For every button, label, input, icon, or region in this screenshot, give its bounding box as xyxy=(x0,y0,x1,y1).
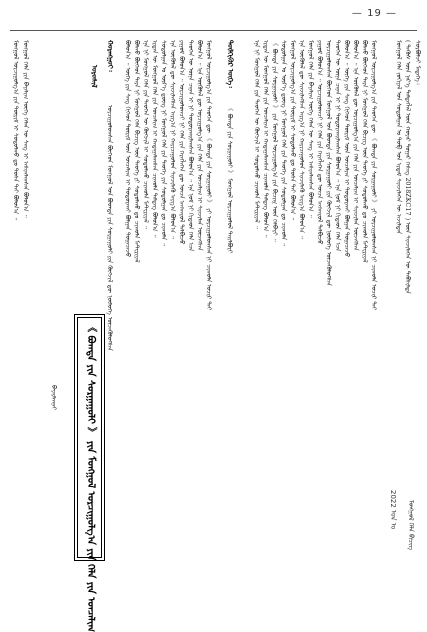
footer-journal: ᠮᠣᠩᠭᠣᠯ ᠬᠡᠯᠡ ᠪᠢᠴᠢᠭ xyxy=(407,500,415,551)
header-rule xyxy=(10,30,417,31)
left-line: ᠮᠣᠩᠭᠣᠯ ᠣᠷᠴᠢᠭᠤᠯᠭ᠎ᠠ ᠶᠢᠨ ᠳᠦᠷᠢᠮ ᠢ ᠰᠤᠳᠤᠯᠬᠤ ᠳᠤ ᠲᠤᠰᠠ ᠲᠠᠢ ᠪᠣᠯᠤᠨ᠎ᠠ ᠃ xyxy=(12,40,20,221)
body-line: ᠪᠣᠯᠬᠤ ᠪᠥᠭᠡᠳ ᠲᠡᠷᠡ ᠨᠢ ᠮᠣᠩᠭᠣᠯ ᠬᠡᠯᠡ ᠪᠢᠴᠢᠭ ᠦᠨ ᠲᠡᠦᠬᠡ ᠶᠢ ᠰᠤᠳᠤᠯᠬᠤ ᠳᠤ ᠴᠢᠬᠤᠯᠠ ᠮᠠᠲᠧᠷᠢᠶᠠᠯ xyxy=(361,40,369,263)
abstract-line: ᠪᠣᠯᠤᠨ᠎ᠠ ᠃ ᠦᠭᠡ ᠶᠢᠨ ᠰᠠᠩ ᠬᠢᠬᠡᠳ ᠳᠦᠷᠢᠮ ᠦᠨ ᠣᠨᠴᠠᠯᠢᠭ ᠢ ᠲᠣᠳᠣᠷᠬᠠᠢ ᠪᠣᠯᠭᠠᠨ ᠲᠣᠭᠠᠴᠠᠵᠤ xyxy=(124,40,132,258)
abstract-title-line: ᠣᠷᠴᠢᠭᠤᠯᠤᠭᠰᠠᠨ ᠪᠥᠭᠡᠳ ᠮᠣᠩᠭᠣᠯ ᠤᠨ ᠪᠤᠳᠳ᠋ᠠ ᠶᠢᠨ ᠰᠤᠷᠭᠠᠭᠤᠯᠢ ᠶᠢᠨ ᠬᠥᠭᠵᠢᠯ ᠳᠦ ᠨᠥᠯᠦᠭᠡ ᠦᠵᠡᠭᠦᠯᠦᠭᠰᠡᠨ xyxy=(106,105,114,351)
body-line: ᠮᠣᠩᠭᠣᠯ ᠬᠡᠯᠡ ᠶᠢᠨ ᠪᠠᠶᠠᠯᠢᠭ ᠦᠭᠡ ᠬᠡᠯᠡᠨ ᠦ ᠰᠠᠩ ᠢ ᠠᠰᠢᠭᠯᠠᠭᠰᠠᠨ ᠪᠣᠯᠤᠨ᠎ᠠ ᠃ xyxy=(307,40,315,218)
abstract-line: ᠪᠣᠯᠬᠤ ᠪᠥᠭᠡᠳ ᠲᠡᠷᠡ ᠨᠢ ᠮᠣᠩᠭᠣᠯ ᠬᠡᠯᠡ ᠪᠢᠴᠢᠭ ᠦᠨ ᠲᠡᠦᠬᠡ ᠶᠢ ᠰᠤᠳᠤᠯᠬᠤ ᠳᠤ ᠴᠢᠬᠤᠯᠠ ᠮᠠᠲᠧᠷᠢᠶᠠᠯ xyxy=(133,40,141,263)
footer-year: 2022 ᠣᠨ ᠤ xyxy=(389,490,397,530)
body-line: ᠡᠨᠡ ᠨᠢ ᠮᠣᠩᠭᠣᠯ ᠬᠡᠯᠡ ᠶᠢᠨ ᠲᠡᠦᠬᠡᠨ ᠦ ᠬᠥᠭᠵᠢᠯ ᠢ ᠰᠤᠳᠤᠯᠬᠤ ᠴᠢᠬᠤᠯᠠ ᠮᠠᠲᠧᠷᠢᠶᠠᠯ ᠃ xyxy=(253,40,261,229)
footnote-line: ( ᠲᠡᠭᠦᠰ ᠦᠨ ᠨᠡᠷ᠎ᠡ ᠲᠡᠮᠳᠡᠭᠯᠡᠯ ᠦᠨ ᠬᠣᠶᠠᠷ ᠳᠤᠭᠠᠷ ᠬᠡᠰᠡᠭ 2018ZKC17 ) ᠦᠨ ᠰᠢᠨᠵᠢᠯᠡᠭᠡᠨ ᠦ ᠳᠡᠪᠰᠢᠯᠲᠡ xyxy=(404,40,412,294)
abstract-line: ᠪᠣᠯᠤᠨ᠎ᠠ ᠃ ᠡᠨᠡ ᠥᠭᠦᠯᠡᠯ ᠳᠦ ᠣᠷᠴᠢᠭᠤᠯᠭ᠎ᠠ ᠶᠢᠨ ᠬᠡᠯᠡ ᠶᠢᠨ ᠣᠨᠴᠠᠯᠢᠭ ᠢ ᠰᠢᠨᠵᠢᠯᠡᠨ ᠦᠵᠡᠭᠰᠡᠨ xyxy=(196,40,204,251)
keywords-text: 《 ᠪᠣᠭᠳᠠ ᠶᠢᠨ ᠰᠤᠷᠭᠠᠭᠤᠯᠢ 》 ᠮᠣᠩᠭᠣᠯ ᠣᠷᠴᠢᠭᠤᠯᠤᠯ ᠲᠠᠢᠯᠪᠤᠷᠢ xyxy=(226,105,234,254)
body-line: ᠰᠤᠳᠤᠯᠭᠠᠨ ᠤ ᠦᠷ᠎ᠡ ᠳ᠋ᠦᠩ ᠨᠢ ᠮᠣᠩᠭᠣᠯ ᠬᠡᠯᠡ ᠶᠢᠨ ᠲᠡᠦᠬᠡ ᠶᠢᠨ ᠰᠤᠳᠤᠯᠭᠠᠨ ᠳᠤ ᠴᠢᠬᠤᠯᠠ ᠃ xyxy=(280,40,288,247)
abstract-line: ᠡᠷᠲᠡᠨ ᠦ ᠮᠣᠩᠭᠣᠯ ᠬᠡᠯᠡ ᠶᠢᠨ ᠣᠨᠴᠠᠯᠢᠭ ᠢ ᠬᠠᠳᠠᠭᠠᠯᠠᠭᠰᠠᠨ ᠴᠢᠬᠤᠯᠠ ᠲᠡᠮᠳᠡᠭ ᠪᠣᠯᠤᠨ᠎ᠠ ᠃ xyxy=(151,40,159,238)
page-number: — 19 — xyxy=(351,8,397,19)
body-line: ᠡᠷᠲᠡᠨ ᠦ ᠮᠣᠩᠭᠣᠯ ᠬᠡᠯᠡ ᠶᠢᠨ ᠣᠨᠴᠠᠯᠢᠭ ᠢ ᠬᠠᠳᠠᠭᠠᠯᠠᠭᠰᠠᠨ ᠴᠢᠬᠤᠯᠠ ᠲᠡᠮᠳᠡᠭ ᠪᠣᠯᠤᠨ᠎ᠠ ᠃ xyxy=(262,40,270,238)
article-title: 《 ᠪᠣᠭᠳᠠ ᠶᠢᠨ ᠰᠤᠷᠭᠠᠭᠤᠯᠢ 》 ᠶᠢᠨ ᠮᠣᠩᠭᠣᠯ ᠣᠷᠴᠢᠭᠤᠯᠭ᠎ᠠ ᠶᠢᠨ ᠬᠡᠯᠡ ᠶᠢᠨ ᠣᠨᠴᠠᠯᠢᠭ xyxy=(85,322,96,632)
footnote-line: ᠮᠣᠩᠭᠣᠯ ᠬᠡᠯᠡ ᠵᠣᠬᠢᠶᠠᠯ ᠤᠨ ᠰᠤᠳᠤᠯᠭᠠᠨ ᠤ ᠲᠣᠪ ᠤᠨ ᠡᠷᠳᠡᠮ ᠰᠢᠨᠵᠢᠯᠡᠭᠡᠨ ᠦ ᠠᠵᠢᠯᠲᠠᠨ xyxy=(395,40,403,235)
body-line: ᠪᠣᠯᠤᠨ᠎ᠠ ᠃ ᠦᠭᠡ ᠶᠢᠨ ᠰᠠᠩ ᠬᠢᠬᠡᠳ ᠳᠦᠷᠢᠮ ᠦᠨ ᠣᠨᠴᠠᠯᠢᠭ ᠢ ᠲᠣᠳᠣᠷᠬᠠᠢ ᠪᠣᠯᠭᠠᠨ ᠲᠣᠭᠠᠴᠠᠵᠤ xyxy=(343,40,351,258)
body-line: ᠶᠠᠭᠤᠮ ᠪᠣᠯᠤᠨ᠎ᠠ ᠃ ᠣᠷᠴᠢᠭᠤᠯᠤᠭᠴᠢ ᠨᠢ ᠬᠡᠯᠡ ᠶᠢᠨ ᠬᠡᠷᠡᠭᠯᠡᠭᠡᠨ ᠳᠦ ᠣᠨᠴᠠ ᠠᠩᠬᠠᠷᠤᠯ ᠲᠠᠯᠪᠢᠵᠤ xyxy=(316,40,324,245)
abstract-line: ᠡᠨᠡ ᠨᠢ ᠮᠣᠩᠭᠣᠯ ᠬᠡᠯᠡ ᠶᠢᠨ ᠲᠡᠦᠬᠡᠨ ᠦ ᠬᠥᠭᠵᠢᠯ ᠢ ᠰᠤᠳᠤᠯᠬᠤ ᠴᠢᠬᠤᠯᠠ ᠮᠠᠲᠧᠷᠢᠶᠠᠯ ᠃ xyxy=(142,40,150,229)
body-line: ᠡᠨᠡ ᠥᠭᠦᠯᠡᠯ ᠳᠦ ᠰᠢᠨᠵᠢᠯᠡᠭᠰᠡᠨ ᠠᠷᠭ᠎ᠠ ᠨᠢ ᠬᠠᠷᠢᠴᠠᠭᠤᠯᠤᠨ ᠰᠢᠨᠵᠢᠯᠡᠬᠦ ᠠᠷᠭ᠎ᠠ ᠪᠣᠯᠤᠨ᠎ᠠ ᠃ xyxy=(298,40,306,239)
body-line: ᠣᠷᠴᠢᠭᠤᠯᠤᠭᠰᠠᠨ ᠪᠥᠭᠡᠳ ᠮᠣᠩᠭᠣᠯ ᠤᠨ ᠪᠤᠳᠳ᠋ᠠ ᠶᠢᠨ ᠰᠤᠷᠭᠠᠭᠤᠯᠢ ᠶᠢᠨ ᠬᠥᠭᠵᠢᠯ ᠳᠦ ᠨᠥᠯᠦᠭᠡ ᠦᠵᠡᠭᠦᠯᠦᠭᠰᠡᠨ xyxy=(325,40,333,286)
section-label: ᠣᠷᠣᠰᠢᠯ xyxy=(89,65,98,88)
abstract-line: ᠶᠠᠭᠤᠮ ᠪᠣᠯᠤᠨ᠎ᠠ ᠃ ᠣᠷᠴᠢᠭᠤᠯᠤᠭᠴᠢ ᠨᠢ ᠬᠡᠯᠡ ᠶᠢᠨ ᠬᠡᠷᠡᠭᠯᠡᠭᠡᠨ ᠳᠦ ᠣᠨᠴᠠ ᠠᠩᠬᠠᠷᠤᠯ ᠲᠠᠯᠪᠢᠵᠤ xyxy=(178,40,186,245)
author: ᠪᠠᠶᠠᠷᠮᠠᠭ᠍ᠨᠠᠢ xyxy=(50,385,58,411)
abstract-line: ᠰᠤᠳᠤᠯᠭᠠᠨ ᠤ ᠦᠷ᠎ᠡ ᠳ᠋ᠦᠩ ᠨᠢ ᠮᠣᠩᠭᠣᠯ ᠬᠡᠯᠡ ᠶᠢᠨ ᠲᠡᠦᠬᠡ ᠶᠢᠨ ᠰᠤᠳᠤᠯᠭᠠᠨ ᠳᠤ ᠴᠢᠬᠤᠯᠠ ᠃ xyxy=(160,40,168,247)
abstract-line: ᠡᠨᠡ ᠥᠭᠦᠯᠡᠯ ᠳᠦ ᠰᠢᠨᠵᠢᠯᠡᠭᠰᠡᠨ ᠠᠷᠭ᠎ᠠ ᠨᠢ ᠬᠠᠷᠢᠴᠠᠭᠤᠯᠤᠨ ᠰᠢᠨᠵᠢᠯᠡᠬᠦ ᠠᠷᠭ᠎ᠠ ᠪᠣᠯᠤᠨ᠎ᠠ ᠃ xyxy=(169,40,177,239)
body-line: ᠲᠡᠦᠬᠡᠨ ᠦ ᠦᠨᠡ ᠴᠡᠨᠡᠨ ᠢ ᠨᠢ ᠲᠣᠳᠣᠷᠬᠠᠢᠯᠠᠭᠰᠠᠨ ᠪᠣᠯᠤᠨ᠎ᠠ ᠃ ᠡᠨᠡ ᠨᠣᠮ ᠨᠢ ᠬᠢᠲᠠᠳ ᠬᠡᠯᠡ ᠡᠴᠡ xyxy=(334,40,342,252)
abstract-line: ᠲᠡᠦᠬᠡᠨ ᠦ ᠦᠨᠡ ᠴᠡᠨᠡᠨ ᠢ ᠨᠢ ᠲᠣᠳᠣᠷᠬᠠᠢᠯᠠᠭᠰᠠᠨ ᠪᠣᠯᠤᠨ᠎ᠠ ᠃ ᠡᠨᠡ ᠨᠣᠮ ᠨᠢ ᠬᠢᠲᠠᠳ ᠬᠡᠯᠡ ᠡᠴᠡ xyxy=(187,40,195,252)
body-line: 《 ᠪᠣᠭᠳᠠ ᠶᠢᠨ ᠰᠤᠷᠭᠠᠭᠤᠯᠢ 》 ᠶᠢᠨ ᠮᠣᠩᠭᠣᠯ ᠣᠷᠴᠢᠭᠤᠯᠭ᠎ᠠ ᠶᠢᠨ ᠪᠢᠴᠢᠭ᠍ ᠦᠨ ᠬᠡᠯᠪᠡᠷᠢ ᠃ xyxy=(271,40,279,242)
body-line: ᠪᠣᠯᠤᠨ᠎ᠠ ᠃ ᠡᠨᠡ ᠥᠭᠦᠯᠡᠯ ᠳᠦ ᠣᠷᠴᠢᠭᠤᠯᠭ᠎ᠠ ᠶᠢᠨ ᠬᠡᠯᠡ ᠶᠢᠨ ᠣᠨᠴᠠᠯᠢᠭ ᠢ ᠰᠢᠨᠵᠢᠯᠡᠨ ᠦᠵᠡᠭᠰᠡᠨ xyxy=(352,40,360,251)
abstract-line: ᠮᠣᠩᠭᠣᠯ ᠣᠷᠴᠢᠭᠤᠯᠭ᠎ᠠ ᠶᠢᠨ ᠲᠡᠦᠬᠡᠨ ᠳᠦ 《 ᠪᠣᠭᠳᠠ ᠶᠢᠨ ᠰᠤᠷᠭᠠᠭᠤᠯᠢ 》 ᠶᠢ ᠣᠷᠴᠢᠭᠤᠯᠤᠭᠰᠠᠨ ᠨᠢ ᠴᠢᠬᠤᠯᠠ ᠤᠴᠢᠷ ᠲᠠᠢ xyxy=(205,40,213,311)
left-line: ᠮᠣᠩᠭᠣᠯ ᠬᠡᠯᠡ ᠶᠢᠨ ᠪᠠᠶᠠᠯᠢᠭ ᠦᠭᠡ ᠬᠡᠯᠡᠨ ᠦ ᠰᠠᠩ ᠢ ᠠᠰᠢᠭᠯᠠᠭᠰᠠᠨ ᠪᠣᠯᠤᠨ᠎ᠠ ᠃ xyxy=(22,40,30,218)
body-line: ᠮᠣᠩᠭᠣᠯ ᠣᠷᠴᠢᠭᠤᠯᠭ᠎ᠠ ᠶᠢᠨ ᠲᠡᠦᠬᠡᠨ ᠳᠦ 《 ᠪᠣᠭᠳᠠ ᠶᠢᠨ ᠰᠤᠷᠭᠠᠭᠤᠯᠢ 》 ᠶᠢ ᠣᠷᠴᠢᠭᠤᠯᠤᠭᠰᠠᠨ ᠨᠢ ᠴᠢᠬᠤᠯᠠ ᠤᠴᠢᠷ ᠲᠠᠢ xyxy=(370,40,378,311)
footnote-line: ᠰᠤᠷᠪᠤᠯᠵᠢ ᠮᠡᠳᠡᠭᠡ᠄ xyxy=(414,40,422,85)
keywords-label: ᠲᠦᠯᠬᠢᠭᠦᠷ ᠦᠭᠡ᠄ xyxy=(225,40,234,88)
abstract-title: ᠬᠤᠷᠠᠩᠭᠤᠢ᠄ xyxy=(105,40,114,72)
body-line: ᠮᠣᠩᠭᠣᠯ ᠣᠷᠴᠢᠭᠤᠯᠭ᠎ᠠ ᠶᠢᠨ ᠳᠦᠷᠢᠮ ᠢ ᠰᠤᠳᠤᠯᠬᠤ ᠳᠤ ᠲᠤᠰᠠ ᠲᠠᠢ ᠪᠣᠯᠤᠨ᠎ᠠ ᠃ xyxy=(289,40,297,221)
